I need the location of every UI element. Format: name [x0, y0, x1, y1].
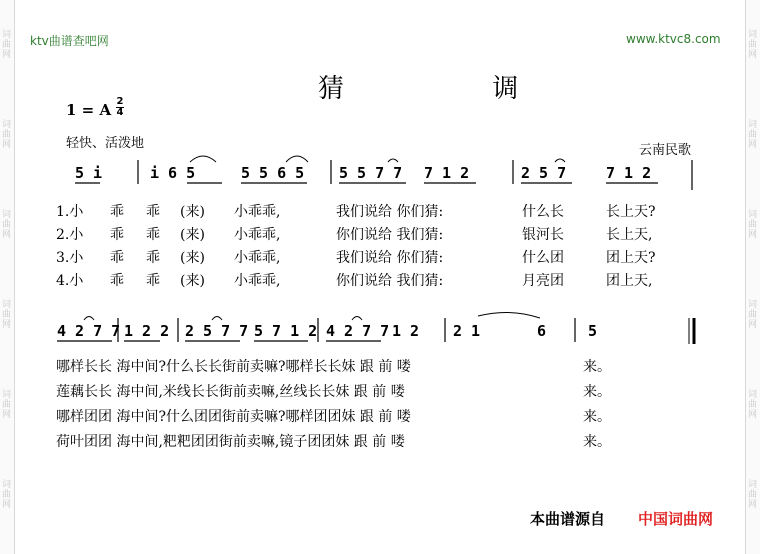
lyric-line-end: 来。: [583, 384, 611, 400]
tie: [478, 312, 540, 318]
lyric-cell: 什么团: [522, 250, 564, 266]
notation-measure: 7 1 2: [424, 164, 470, 182]
lyric-line-end: 来。: [583, 409, 611, 425]
notation-measure: 5 5 6 5: [241, 164, 305, 182]
lyric-cell: 乖: [146, 250, 160, 266]
key-signature: 1 = A: [66, 101, 112, 119]
verse-number: 1.: [56, 204, 70, 220]
lyric-cell: 乖: [110, 227, 124, 243]
lyric-cell: 小乖乖,: [234, 204, 281, 220]
verse-number: 2.: [56, 227, 70, 243]
lyric-cell: 乖: [146, 273, 160, 289]
watermark-text: 词曲网: [2, 300, 12, 330]
notation-measure: 4 2 7 7: [57, 322, 121, 340]
verse-number: 4.: [56, 273, 70, 289]
watermark-text: 词曲网: [748, 390, 758, 420]
watermark-text: 词曲网: [2, 30, 12, 60]
verse-number: 3.: [56, 250, 70, 266]
lyric-cell: 你们说给 我们猜:: [336, 273, 444, 289]
lyric-cell: 什么长: [522, 204, 564, 220]
slur: [555, 159, 565, 162]
lyric-cell: (来): [180, 204, 205, 220]
lyric-cell: 团上天,: [606, 273, 653, 289]
lyric-cell: 乖: [110, 273, 124, 289]
notation-measure: 2 1: [453, 322, 481, 340]
notation-measure: 4 2 7 7: [326, 322, 390, 340]
lyric-cell: 长上天,: [606, 227, 653, 243]
watermark-text: 词曲网: [2, 390, 12, 420]
lyric-cell: 小乖乖,: [234, 227, 281, 243]
notation-measure: 1 2 2: [124, 322, 170, 340]
notation-measure: 1 2: [392, 322, 420, 340]
lyric-cell: 我们说给 你们猜:: [336, 204, 444, 220]
notation-measure: 5 7 1 2: [254, 322, 318, 340]
lyric-cell: 小: [69, 273, 84, 289]
slur: [190, 156, 216, 162]
lyric-cell: 乖: [146, 227, 160, 243]
lyric-cell: 银河长: [522, 227, 564, 243]
song-origin: 云南民歌: [639, 143, 692, 158]
watermark-text: 词曲网: [2, 210, 12, 240]
watermark-text: 词曲网: [2, 480, 12, 510]
time-signature-bottom: 4: [116, 107, 124, 118]
lyric-cell: 长上天?: [606, 204, 656, 220]
lyric-cell: 小: [69, 204, 84, 220]
lyric-cell: 乖: [110, 250, 124, 266]
watermark-text: 词曲网: [748, 210, 758, 240]
slur: [212, 317, 222, 321]
watermark-text: 词曲网: [748, 480, 758, 510]
lyric-cell: (来): [180, 250, 205, 266]
notation-measure: 6: [537, 322, 547, 340]
lyric-cell: 小乖乖,: [234, 250, 281, 266]
lyric-cell: 你们说给 我们猜:: [336, 227, 444, 243]
notation-measure: 5 i: [75, 164, 103, 182]
footer-source-label: 本曲谱源自: [530, 510, 606, 528]
lyric-cell: (来): [180, 273, 205, 289]
slur: [286, 156, 308, 162]
notation-measure: 7 1 2: [606, 164, 652, 182]
lyric-cell: 小: [69, 250, 84, 266]
notation-measure: i 6 5: [150, 164, 196, 182]
lyric-cell: 团上天?: [606, 250, 656, 266]
lyric-line: 荷叶团团 海中间,粑粑团团街前卖嘛,镜子团团妹 跟 前 喽: [56, 434, 405, 450]
lyric-cell: 小乖乖,: [234, 273, 281, 289]
time-signature-top: 2: [116, 96, 124, 107]
lyric-cell: 我们说给 你们猜:: [336, 250, 444, 266]
watermark-text: 词曲网: [2, 120, 12, 150]
slur: [388, 159, 398, 162]
notation-measure: 2 5 7 7: [185, 322, 249, 340]
lyric-cell: 乖: [110, 204, 124, 220]
notation-measure: 5 5 7 7: [339, 164, 403, 182]
lyric-cell: 月亮团: [522, 273, 564, 289]
source-site-left[interactable]: ktv曲谱查吧网: [30, 34, 109, 48]
lyric-line-end: 来。: [583, 359, 611, 375]
watermark-text: 词曲网: [748, 120, 758, 150]
notation-measure: 2 5 7: [521, 164, 567, 182]
slur: [84, 317, 94, 321]
lyric-cell: 乖: [146, 204, 160, 220]
lyric-line: 哪样团团 海中间?什么团团街前卖嘛?哪样团团妹 跟 前 喽: [56, 409, 411, 425]
footer-source-site[interactable]: 中国词曲网: [638, 510, 714, 528]
lyric-line: 莲藕长长 海中间,米线长长街前卖嘛,丝线长长妹 跟 前 喽: [56, 384, 405, 400]
slur: [352, 317, 362, 321]
notation-measure: 5: [588, 322, 598, 340]
tempo-marking: 轻快、活泼地: [66, 136, 145, 151]
song-title: 猜 调: [318, 74, 589, 104]
lyric-line-end: 来。: [583, 434, 611, 450]
watermark-text: 词曲网: [748, 300, 758, 330]
lyric-cell: (来): [180, 227, 205, 243]
lyric-cell: 小: [69, 227, 84, 243]
watermark-text: 词曲网: [748, 30, 758, 60]
lyric-line: 哪样长长 海中间?什么长长街前卖嘛?哪样长长妹 跟 前 喽: [56, 359, 411, 375]
source-site-right[interactable]: www.ktvc8.com: [626, 32, 721, 46]
